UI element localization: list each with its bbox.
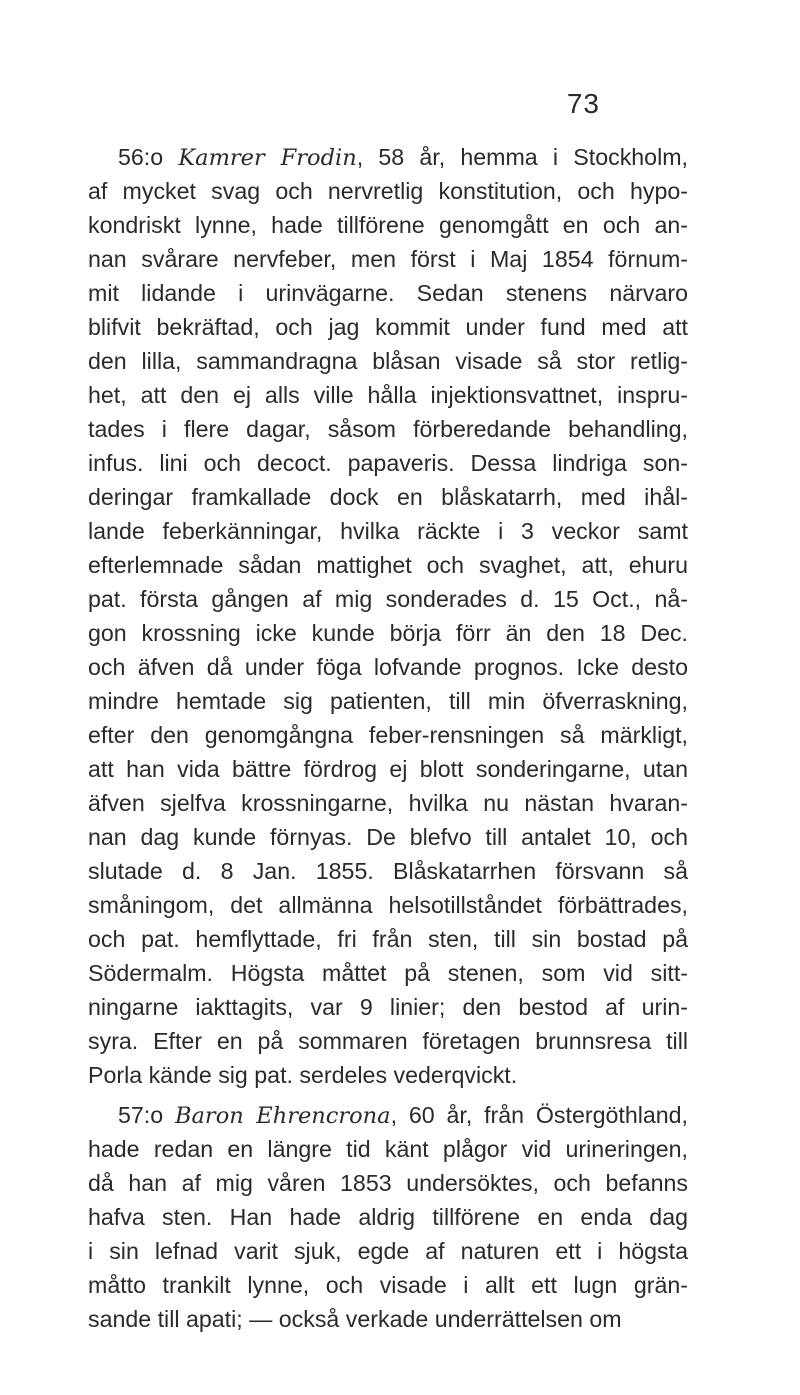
text-line	[88, 1132, 688, 1166]
text-line	[88, 242, 688, 276]
text-segment: mit lidande i urinvägarne. Sedan stenens närvaro	[88, 280, 688, 306]
text-segment: mindre hemtade sig patienten, till min öfverraskning,	[88, 688, 688, 714]
text-segment: kondriskt lynne, hade tillförene genomgått en och an-	[88, 212, 688, 238]
text-line	[88, 582, 688, 616]
text-segment: i sin lefnad varit sjuk, egde af naturen ett i högsta	[88, 1238, 688, 1264]
text-line	[88, 718, 688, 752]
text-segment: Porla kände sig pat. serdeles vederqvickt.	[88, 1062, 518, 1088]
text-line	[88, 1200, 688, 1234]
text-line	[88, 786, 688, 820]
text-line	[88, 650, 688, 684]
text-segment: hade redan en längre tid känt plågor vid urineringen,	[88, 1136, 688, 1162]
text-segment: nan svårare nervfeber, men först i Maj 1854 förnum-	[88, 246, 688, 272]
italic-name: Kamrer Frodin	[178, 145, 357, 171]
text-line	[88, 956, 688, 990]
text-segment: sande till apati; — också verkade underrättelsen om	[88, 1306, 622, 1332]
text-segment: den lilla, sammandragna blåsan visade så stor retlig-	[88, 348, 688, 374]
text-segment: slutade d. 8 Jan. 1855. Blåskatarrhen försvann så	[88, 858, 688, 884]
text-line	[88, 446, 688, 480]
text-line	[88, 514, 688, 548]
text-segment: syra. Efter en på sommaren företagen brunnsresa till	[88, 1028, 688, 1054]
text-line	[88, 820, 688, 854]
text-segment: småningom, det allmänna helsotillståndet förbättrades,	[88, 892, 688, 918]
paragraph	[88, 1098, 688, 1336]
text-segment: då han af mig våren 1853 undersöktes, och befanns	[88, 1170, 688, 1196]
text-segment: gon krossning icke kunde börja förr än den 18 Dec.	[88, 620, 688, 646]
text-segment: och äfven då under föga lofvande prognos. Icke desto	[88, 654, 688, 680]
text-line	[88, 310, 688, 344]
text-line	[88, 854, 688, 888]
text-line	[88, 1302, 688, 1336]
text-line	[88, 684, 688, 718]
text-segment: ningarne iakttagits, var 9 linier; den bestod af urin-	[88, 994, 688, 1020]
text-line	[88, 344, 688, 378]
text-line	[88, 480, 688, 514]
text-segment: hafva sten. Han hade aldrig tillförene en enda dag	[88, 1204, 688, 1230]
text-line	[88, 888, 688, 922]
text-line	[88, 548, 688, 582]
text-segment: blifvit bekräftad, och jag kommit under fund med att	[88, 314, 688, 340]
text-line	[88, 1268, 688, 1302]
text-line	[88, 378, 688, 412]
text-segment: , 58 år, hemma i Stockholm,	[356, 144, 688, 170]
text-line	[88, 412, 688, 446]
text-segment: 56:o	[118, 144, 179, 170]
text-segment: Södermalm. Högsta måttet på stenen, som vid sitt-	[88, 960, 688, 986]
text-segment: och pat. hemflyttade, fri från sten, till sin bostad på	[88, 926, 688, 952]
text-segment: deringar framkallade dock en blåskatarrh, med ihål-	[88, 484, 688, 510]
text-line	[88, 140, 688, 174]
italic-name: Baron Ehrencrona	[174, 1103, 391, 1129]
text-segment: 57:o	[118, 1102, 175, 1128]
paragraph	[88, 140, 688, 1092]
text-segment: efterlemnade sådan mattighet och svaghet, att, ehuru	[88, 552, 688, 578]
text-line	[88, 1058, 688, 1092]
text-line	[88, 208, 688, 242]
text-line	[88, 922, 688, 956]
text-segment: , 60 år, från Östergöthland,	[390, 1102, 688, 1128]
page-number: 73	[566, 88, 600, 119]
text-line	[88, 276, 688, 310]
text-segment: att han vida bättre fördrog ej blott sonderingarne, utan	[88, 756, 688, 782]
text-line	[88, 1024, 688, 1058]
text-segment: tades i flere dagar, såsom förberedande behandling,	[88, 416, 688, 442]
text-line	[88, 174, 688, 208]
text-segment: pat. första gången af mig sonderades d. 15 Oct., nå-	[88, 586, 688, 612]
text-line	[88, 1234, 688, 1268]
text-line	[88, 752, 688, 786]
text-line	[88, 616, 688, 650]
text-segment: efter den genomgångna feber-rensningen så märkligt,	[88, 722, 688, 748]
text-line	[88, 990, 688, 1024]
text-segment: lande feberkänningar, hvilka räckte i 3 veckor samt	[88, 518, 688, 544]
text-segment: nan dag kunde förnyas. De blefvo till antalet 10, och	[88, 824, 688, 850]
text-segment: äfven sjelfva krossningarne, hvilka nu nästan hvaran-	[88, 790, 688, 816]
text-segment: af mycket svag och nervretlig konstitution, och hypo-	[88, 178, 688, 204]
text-line	[88, 1166, 688, 1200]
text-segment: måtto trankilt lynne, och visade i allt ett lugn grän-	[88, 1272, 688, 1298]
body-text	[88, 140, 688, 1336]
text-segment: het, att den ej alls ville hålla injektionsvattnet, inspru-	[88, 382, 688, 408]
text-line	[88, 1098, 688, 1132]
text-segment: infus. lini och decoct. papaveris. Dessa lindriga son-	[88, 450, 688, 476]
